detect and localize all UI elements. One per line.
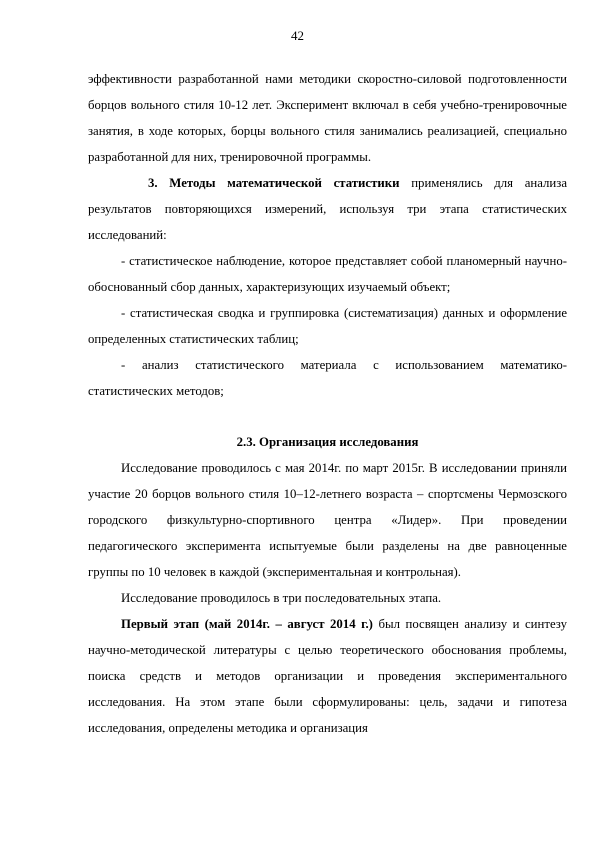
paragraph-first-stage: [88, 611, 567, 741]
document-body: [88, 66, 567, 741]
paragraph-stages: Исследование проводилось в три последовательных этапа.: [121, 591, 442, 605]
methods-text: применялись для анализа результатов повторяющихся измерений, используя три этапа статистических исследований:: [88, 176, 567, 242]
list-item-summary: - статистическая сводка и группировка (систематизация) данных и оформление определенных статистических таблиц;: [88, 306, 567, 346]
list-item-analysis: - анализ статистического материала с использованием математико-статистических методов;: [88, 358, 567, 398]
paragraph-methods: [88, 170, 567, 248]
paragraph-study: Исследование проводилось с мая 2014г. по март 2015г. В исследовании приняли участие 20 борцов вольного стиля 10–12-летнего возраста – спортсмены Чермозского городского физкультурно-спортивного центра «Лидер». При проведении педагогического эксперимента испытуемые были разделены на две равноценные группы по 10 человек в каждой (экспериментальная и контрольная).: [88, 461, 567, 579]
page-number: 42: [291, 28, 304, 43]
section-heading: 2.3. Организация исследования: [236, 435, 419, 449]
list-item-observation: - статистическое наблюдение, которое представляет собой планомерный научно-обоснованный сбор данных, характеризующих изучаемый объект;: [88, 254, 567, 294]
first-stage-text: был посвящен анализу и синтезу научно-методической литературы с целью теоретического обоснования проблемы, поиска средств и методов организации и проведения экспериментального исследования. На этом этапе были сформулированы: цель, задачи и гипотеза исследования, определены методика и организация: [88, 617, 567, 735]
methods-heading-bold: 3. Методы математической статистики: [148, 176, 400, 190]
first-stage-bold: Первый этап (май 2014г. – август 2014 г.): [121, 617, 373, 631]
paragraph-1: эффективности разработанной нами методики скоростно-силовой подготовленности борцов вольного стиля 10-12 лет. Эксперимент включал в себя учебно-тренировочные занятия, в ходе которых, борцы вольного стиля занимались реализацией, специально разработанной для них, тренировочной программы.: [88, 72, 567, 164]
